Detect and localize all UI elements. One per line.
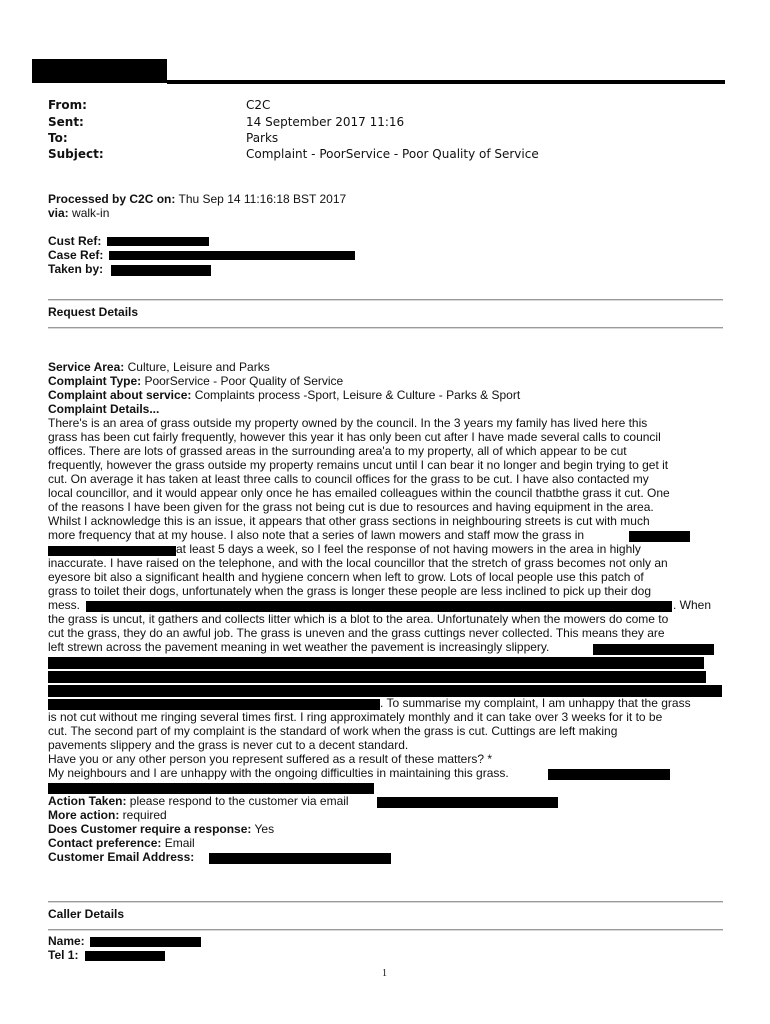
- complaint-line: offices. There are lots of grassed areas in the surrounding area'a to my property, all of which appear to be cut: [48, 444, 627, 458]
- complaint-line: at least 5 days a week, so I feel the response of not having mowers in the area in highly: [176, 542, 641, 556]
- complaint-line: There's is an area of grass outside my property owned by the council. In the 3 years my family has lived here this: [48, 416, 648, 430]
- action-taken-value: please respond to the customer via email: [126, 794, 349, 808]
- caller-name-label: Name:: [48, 934, 85, 948]
- case-ref-redaction: [109, 251, 355, 260]
- from-label: From:: [48, 98, 87, 112]
- redaction-block: [86, 601, 672, 612]
- complaint-type-line: [48, 375, 343, 389]
- processed-line: [48, 193, 346, 207]
- redaction-block: [48, 783, 374, 794]
- contact-pref-value: Email: [161, 836, 195, 850]
- redaction-block: [593, 644, 714, 655]
- complaint-about-line: [48, 389, 520, 403]
- divider: [48, 901, 723, 903]
- service-area-label: Service Area:: [48, 360, 125, 374]
- via-line: [48, 207, 109, 221]
- from-value: C2C: [246, 98, 271, 112]
- complaint-about-value: Complaints process -Sport, Leisure & Culture - Parks & Sport: [191, 388, 521, 402]
- subject-value: Complaint - PoorService - Poor Quality of Service: [246, 147, 539, 161]
- complaint-line: more frequency that at my house. I also note that a series of lawn mowers and staff mow the grass in: [48, 528, 585, 542]
- page-number: 1: [382, 968, 387, 979]
- request-details-title: Request Details: [48, 305, 139, 319]
- response-value: Yes: [251, 822, 275, 836]
- complaint-line: is not cut without me ringing several times first. I ring approximately monthly and it can take over 3 weeks for it to be: [48, 710, 663, 724]
- complaint-line: local councillor, and it would appear only once he has emailed colleagues within the council thatbthe grass it cut. One: [48, 486, 670, 500]
- sent-label: Sent:: [48, 115, 84, 129]
- via-label: via:: [48, 206, 69, 220]
- complaint-line: . When: [673, 598, 712, 612]
- redaction-block: [629, 531, 690, 542]
- header-rule: [167, 80, 725, 84]
- complaint-line: Whilst I acknowledge this is an issue, it appears that other grass sections in neighbouring streets is cut with much: [48, 514, 650, 528]
- response-line: [48, 823, 274, 837]
- to-value: Parks: [246, 131, 279, 145]
- complaint-type-value: PoorService - Poor Quality of Service: [141, 374, 344, 388]
- action-taken-line: [48, 795, 349, 809]
- complaint-line: pavements slippery and the grass is never cut to a decent standard.: [48, 738, 409, 752]
- complaint-line: cut. On average it has taken at least three calls to council offices for the grass to be cut. I have also contacted my: [48, 472, 649, 486]
- complaint-type-label: Complaint Type:: [48, 374, 142, 388]
- redaction-block: [48, 657, 704, 669]
- complaint-line: grass has been cut fairly frequently, however this year it has only been cut after I have made several calls to council: [48, 430, 661, 444]
- cust-ref-redaction: [107, 237, 209, 246]
- complaint-line: cut the grass, they do an awful job. The grass is uneven and the grass cuttings never collected. This means they are: [48, 626, 665, 640]
- redaction-block: [48, 671, 706, 683]
- processed-value: Thu Sep 14 11:16:18 BST 2017: [175, 192, 347, 206]
- complaint-line: Have you or any other person you represent suffered as a result of these matters? *: [48, 752, 493, 766]
- to-label: To:: [48, 131, 68, 145]
- redaction-block: [48, 546, 176, 556]
- divider: [48, 327, 723, 329]
- service-area-line: [48, 361, 270, 375]
- complaint-line: mess.: [48, 598, 81, 612]
- processed-label: Processed by C2C on:: [48, 192, 176, 206]
- caller-tel-label: Tel 1:: [48, 948, 79, 962]
- caller-details-title: Caller Details: [48, 907, 125, 921]
- more-action-value: required: [119, 808, 167, 822]
- service-area-value: Culture, Leisure and Parks: [124, 360, 270, 374]
- action-taken-label: Action Taken:: [48, 794, 127, 808]
- complaint-line: frequently, however the grass outside my property remains uncut until I can bear it no longer and begin trying to get it: [48, 458, 669, 472]
- complaint-details-label: Complaint Details...: [48, 402, 160, 416]
- customer-email-label: Customer Email Address:: [48, 850, 195, 864]
- via-value: walk-in: [68, 206, 110, 220]
- cust-ref-label: Cust Ref:: [48, 234, 102, 248]
- taken-by-redaction: [111, 265, 211, 276]
- contact-pref-label: Contact preference:: [48, 836, 162, 850]
- caller-name-redaction: [90, 937, 201, 947]
- header-redaction-block: [32, 59, 167, 83]
- contact-pref-line: [48, 837, 195, 851]
- complaint-line: the grass is uncut, it gathers and collects litter which is a blot to the area. Unfortunately when the mowers do come to: [48, 612, 669, 626]
- more-action-line: [48, 809, 167, 823]
- complaint-line: eyesore bit also a significant health and hygiene concern when left to grow. Lots of local people use this patch of: [48, 570, 644, 584]
- complaint-line: My neighbours and I are unhappy with the ongoing difficulties in maintaining this grass.: [48, 766, 509, 780]
- customer-email-redaction: [209, 853, 391, 864]
- sent-value: 14 September 2017 11:16: [246, 115, 405, 129]
- subject-label: Subject:: [48, 147, 104, 161]
- complaint-line: cut. The second part of my complaint is the standard of work when the grass is cut. Cuttings are left making: [48, 724, 618, 738]
- complaint-line: inaccurate. I have raised on the telephone, and with the local councillor that the stretch of grass becomes not only an: [48, 556, 668, 570]
- redaction-block: [48, 699, 380, 710]
- case-ref-label: Case Ref:: [48, 248, 104, 262]
- complaint-line: grass to toilet their dogs, unfortunately when the grass is longer these people are less inclined to pick up their dog: [48, 584, 652, 598]
- divider: [48, 299, 723, 301]
- complaint-about-label: Complaint about service:: [48, 388, 192, 402]
- more-action-label: More action:: [48, 808, 120, 822]
- divider: [48, 929, 723, 931]
- caller-tel-redaction: [85, 951, 165, 961]
- complaint-line: of the reasons I have been given for the grass not being cut is due to resources and having equipment in the area.: [48, 500, 654, 514]
- response-label: Does Customer require a response:: [48, 822, 252, 836]
- complaint-line: . To summarise my complaint, I am unhappy that the grass: [380, 696, 691, 710]
- action-email-redaction: [377, 797, 558, 808]
- redaction-block: [548, 769, 670, 780]
- complaint-line: left strewn across the pavement meaning in wet weather the pavement is increasingly slippery.: [48, 640, 550, 654]
- taken-by-label: Taken by:: [48, 262, 104, 276]
